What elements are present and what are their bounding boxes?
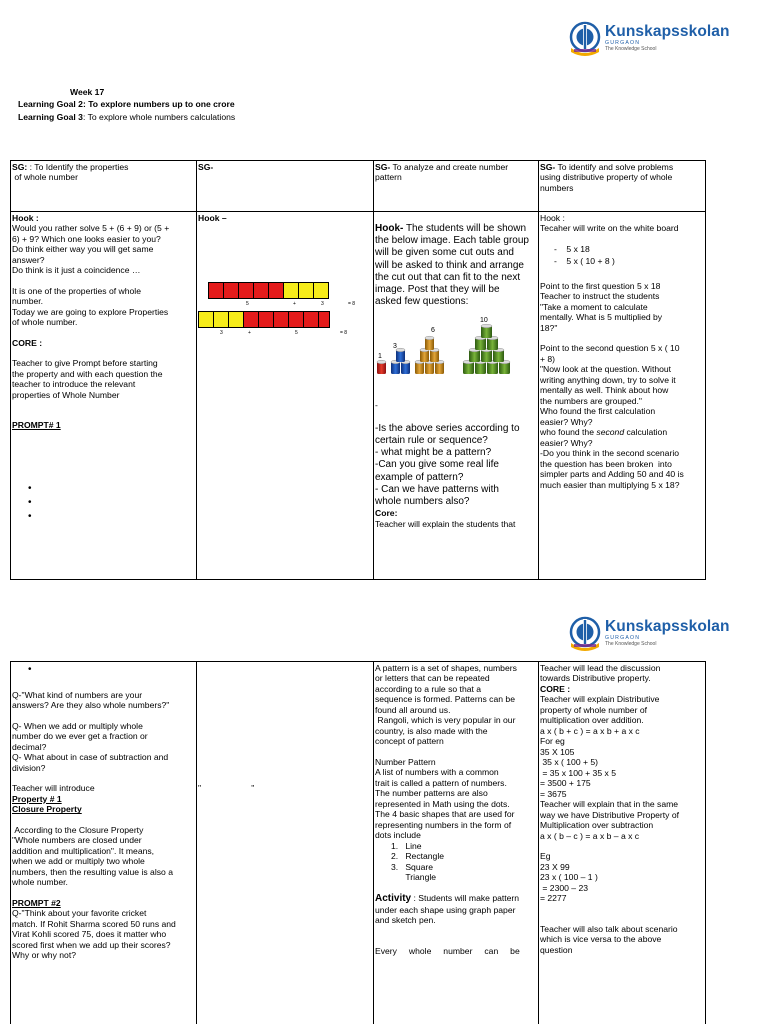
closure-property-label: Closure Property xyxy=(12,804,82,815)
dot-shapes-list xyxy=(375,841,537,883)
dot-shape-item: 3. Square xyxy=(391,861,434,872)
sg-cell-2: SG- xyxy=(197,161,374,212)
sg-cell-3: SG- To analyze and create number pattern xyxy=(374,161,539,212)
property-1-label: Property # 1 xyxy=(12,793,62,804)
strip-label: = 8 xyxy=(348,301,356,308)
can-icon xyxy=(475,361,486,375)
dot-shape-item: 2. Rectangle xyxy=(391,851,445,862)
can-icon xyxy=(487,361,498,375)
whole-number-statement: Every whole number can be xyxy=(375,945,520,956)
can-icon xyxy=(425,337,434,351)
can-icon xyxy=(396,349,405,363)
core-label: CORE : xyxy=(12,337,43,348)
logo-tagline: The Knowledge School xyxy=(605,640,657,647)
core-label: CORE : xyxy=(540,683,571,694)
can-count-label: 10 xyxy=(480,317,488,325)
number-strip-3-plus-5 xyxy=(198,311,372,340)
closure-property-text: According to the Closure Property "Whole numbers are closed under addition and multiplication". It means, when we add or multiply two whole numbers, then the resulting value is also a whole number. xyxy=(12,824,173,888)
hook-cell-2 xyxy=(197,212,374,580)
kunskapsskolan-emblem-icon xyxy=(568,613,602,653)
hook-label: Hook – xyxy=(198,213,227,223)
can-icon xyxy=(475,337,486,351)
can-icon xyxy=(401,361,410,375)
sg-cell-1: SG: : To Identify the properties of whole number xyxy=(11,161,197,212)
stacked-cans-pattern-image xyxy=(375,310,525,388)
core-text: Teacher will explain the students that xyxy=(375,518,516,529)
can-count-label: 1 xyxy=(378,353,382,361)
properties-intro: It is one of the properties of whole number. Today we are going to explore Properties of whole number. xyxy=(12,285,169,328)
continuation-cell-4 xyxy=(539,662,706,1024)
bullet-item xyxy=(28,664,195,678)
question-subtraction: Q- What about in case of subtraction and division? xyxy=(12,752,169,773)
whiteboard-item: - 5 x 18 xyxy=(554,243,590,254)
logo-city: GURGAON xyxy=(605,634,641,641)
first-question-text: Point to the first question 5 x 18 Teacher to instruct the students "Take a moment to calculate mentally. What is 5 multiplied by 18?" xyxy=(540,280,663,333)
vice-versa-text: Teacher will also talk about scenario which is vice versa to the above question xyxy=(540,923,678,955)
pattern-definition: A pattern is a set of shapes, numbers or letters that can be repeated according to a rule so that a sequence is formed. Patterns can be found all around us. Rangoli, which is very popular in our country, is also made with the concept of pattern xyxy=(375,663,517,747)
school-logo xyxy=(568,18,730,58)
prompt-2-label: PROMPT #2 xyxy=(12,897,61,908)
strip-label: 5 xyxy=(295,330,298,337)
empty-quotes: " " xyxy=(198,783,255,793)
bullet-item xyxy=(28,511,195,525)
can-icon xyxy=(499,361,510,375)
bullet-list xyxy=(12,664,195,678)
core-text: Teacher to give Prompt before starting the property and with each question the teacher to introduce the relevant properties of Whole Number xyxy=(12,358,163,400)
can-icon xyxy=(435,361,444,375)
lesson-header xyxy=(18,87,235,124)
distributive-explanation: Teacher will explain Distributive property of whole number of multiplication over addition. a x ( b + c ) = a x b + a x c For eg 35 X 105 35 x ( 100 + 5) = 35 x 100 + 35 x 5 = 3500 + 175 = 3675 Teacher will explain that in the same way we have Distributive Property of Multiplication over subtraction a x ( b – c ) = a x b – a x c xyxy=(540,694,679,841)
learning-goal-2: Learning Goal 2: To explore numbers up to one crore xyxy=(18,99,235,110)
whiteboard-questions xyxy=(540,244,704,267)
hook-label: Hook : xyxy=(540,213,565,223)
kunskapsskolan-emblem-icon xyxy=(568,18,602,58)
hook-cell-3 xyxy=(374,212,539,580)
can-icon xyxy=(481,349,492,363)
can-icon xyxy=(493,349,504,363)
activity-text: Activity : Students will make pattern under each shape using graph paper and sketch pen. xyxy=(375,892,520,926)
bullet-item xyxy=(28,483,195,497)
second-question-followup: who found the second calculation easier? Why? xyxy=(540,427,668,448)
whiteboard-item: - 5 x ( 10 + 8 ) xyxy=(554,256,615,267)
hook-paragraph: Hook- The students will be shown the below image. Each table group will be given some cut outs and will be asked to think and arrange the cut out that can fit to the next image. Post that they will be asked few questions: xyxy=(375,223,529,308)
can-icon xyxy=(391,361,400,375)
hook-cell-1 xyxy=(11,212,197,580)
question-fraction: Q- When we add or multiply whole number do we ever get a fraction or decimal? xyxy=(12,720,148,752)
continuation-cell-3 xyxy=(374,662,539,1024)
lesson-plan-table-page-1 xyxy=(10,160,706,580)
can-icon xyxy=(463,361,474,375)
continuation-cell-1 xyxy=(11,662,197,1024)
dot-shape-item: 1. Line xyxy=(391,840,422,851)
learning-goal-3: Learning Goal 3: To explore whole numbers calculations xyxy=(18,111,236,122)
hook-cell-4 xyxy=(539,212,706,580)
bullet-item xyxy=(28,497,195,511)
prompt-2-text: Q-"Think about your favorite cricket match. If Rohit Sharma scored 50 runs and Virat Kohli scored 75, does it matter who scored first when we add up their scores? Why or why not? xyxy=(12,908,176,961)
can-icon xyxy=(425,361,434,375)
teacher-introduce: Teacher will introduce xyxy=(12,783,95,794)
strip-label: + xyxy=(293,301,296,308)
scenario-question: -Do you think in the second scenario the question has been broken into simpler parts and Adding 50 and 40 is much easier than multiplying 5 x 18? xyxy=(540,448,684,490)
can-icon xyxy=(415,361,424,375)
number-pattern-text: Number Pattern A list of numbers with a common trait is called a pattern of numbers. The number patterns are also represented in Math using the dots. The 4 basic shapes that are used for representing numbers in the form of dots include xyxy=(375,756,515,841)
logo-tagline: The Knowledge School xyxy=(605,45,657,52)
strip-label: = 8 xyxy=(340,330,348,337)
second-question-text: Point to the second question 5 x ( 10 + 8) "Now look at the question. Without writing anything down, try to solve it mentally as well. Think about how the numbers are grouped." Who found the first calculation easier? Why? xyxy=(540,343,680,427)
school-logo xyxy=(568,613,730,653)
can-icon xyxy=(469,349,480,363)
lesson-plan-table-page-2 xyxy=(10,661,706,1024)
bullet-list xyxy=(12,483,195,525)
strip-label: 3 xyxy=(321,301,324,308)
can-icon xyxy=(481,325,492,339)
strip-label: 3 xyxy=(220,330,223,337)
can-icon xyxy=(420,349,429,363)
number-strip-5-plus-3 xyxy=(198,282,372,311)
sg-cell-4: SG- To identify and solve problems using distributive property of whole numbers xyxy=(539,161,706,212)
prompt-1-label: PROMPT# 1 xyxy=(12,420,61,431)
dot-shape-item: Triangle xyxy=(391,872,437,883)
pattern-questions: -Is the above series according to certain rule or sequence? - what might be a pattern? -Can you give some real life example of pattern? - Can we have patterns with whole numbers also? xyxy=(375,422,520,507)
logo-wordmark: Kunskapsskolan xyxy=(605,618,730,636)
dash-marker: - xyxy=(375,400,378,411)
can-icon xyxy=(430,349,439,363)
week-label: Week 17 xyxy=(70,87,105,97)
strip-label: 5 xyxy=(246,301,249,308)
can-count-label: 3 xyxy=(393,343,397,351)
question-whole-numbers: Q-"What kind of numbers are your answers? Are they also whole numbers?" xyxy=(12,690,170,711)
core-label: Core: xyxy=(375,508,398,519)
can-count-label: 6 xyxy=(431,327,435,335)
subtraction-example: Eg 23 X 99 23 x ( 100 – 1 ) = 2300 – 23 = 2277 xyxy=(540,851,598,904)
can-icon xyxy=(487,337,498,351)
hook-text: Would you rather solve 5 + (6 + 9) or (5 + 6) + 9? Which one looks easier to you? Do think either way you will get same answer? Do think is it just a coincidence … xyxy=(12,223,170,276)
strip-label: + xyxy=(248,330,251,337)
continuation-cell-2 xyxy=(197,662,374,1024)
logo-city: GURGAON xyxy=(605,39,641,46)
can-icon xyxy=(377,361,386,375)
logo-wordmark: Kunskapsskolan xyxy=(605,23,730,41)
hook-label: Hook : xyxy=(12,213,39,223)
hook-text: Tecaher will write on the white board xyxy=(540,223,679,234)
distributive-lead: Teacher will lead the discussion towards Distributive property. xyxy=(540,663,661,684)
